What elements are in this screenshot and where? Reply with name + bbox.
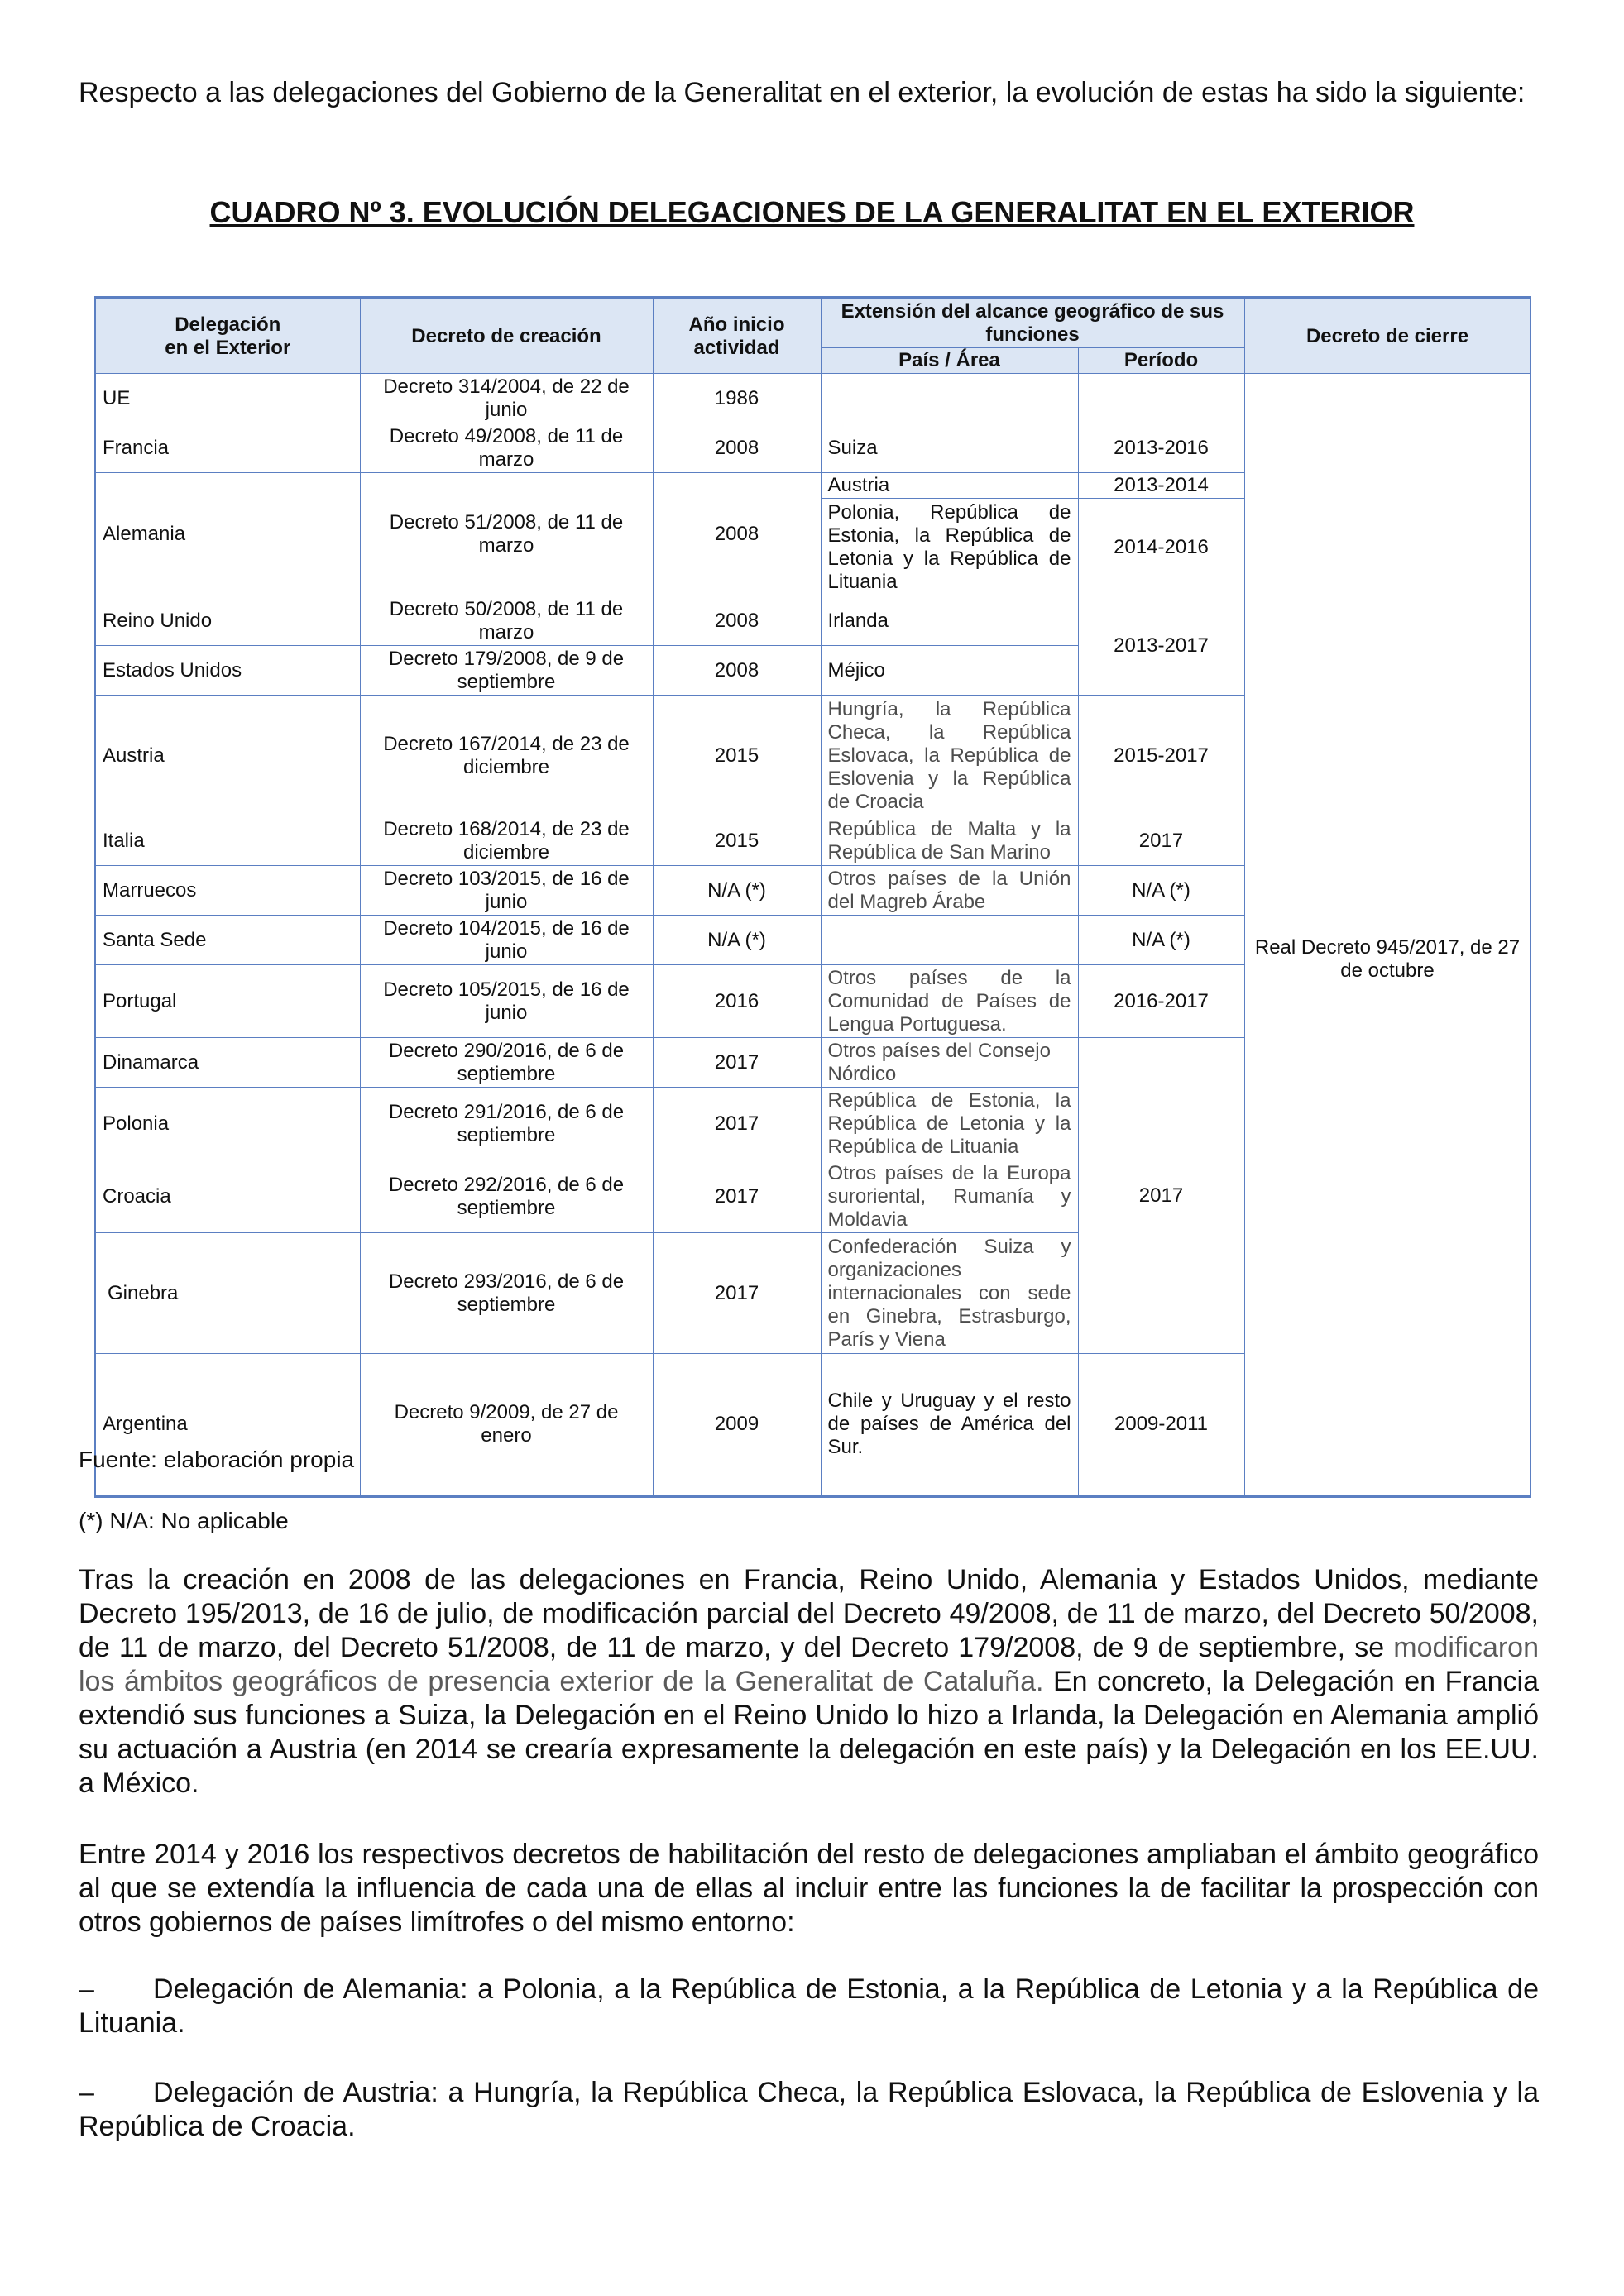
cell-anio: 2017 [653,1088,821,1160]
cell-decreto: Decreto 105/2015, de 16 de junio [360,965,653,1038]
bullet-marker: – [79,2077,94,2108]
header-extension: Extensión del alcance geográfico de sus funciones [821,298,1244,348]
cell-periodo: 2017 [1078,1038,1244,1354]
header-delegacion: Delegación en el Exterior [95,298,360,374]
cell-decreto: Decreto 179/2008, de 9 de septiembre [360,646,653,696]
cell-delegacion: Portugal [95,965,360,1038]
cell-pais: República de Estonia, la República de Letonia y la República de Lituania [821,1088,1078,1160]
bullet-text: Delegación de Austria: a Hungría, la República Checa, la República Eslovaca, la República de Eslovenia y la República de Croacia. [79,2077,1539,2142]
bullet-alemania [79,1973,1539,2040]
cell-periodo: 2013-2016 [1078,423,1244,473]
cell-anio: N/A (*) [653,866,821,916]
cell-anio: 2015 [653,816,821,866]
cell-periodo: 2013-2017 [1078,596,1244,696]
intro-paragraph: Respecto a las delegaciones del Gobierno de la Generalitat en el exterior, la evolución de estas ha sido la siguiente: [79,77,1526,108]
bullet-text: Delegación de Alemania: a Polonia, a la República de Estonia, a la República de Letonia y a la República de Lituania. [79,1973,1539,2039]
cell-delegacion: Marruecos [95,866,360,916]
cell-pais: Chile y Uruguay y el resto de países de América del Sur. [821,1354,1078,1497]
cell-decreto: Decreto 293/2016, de 6 de septiembre [360,1233,653,1354]
cell-anio: 2017 [653,1160,821,1233]
cell-periodo: 2015-2017 [1078,696,1244,816]
paragraph-1-part-b: modificaron los ámbitos geográficos de presencia exterior de la Generalitat de Cataluña. [79,1632,1539,1697]
cell-delegacion: Polonia [95,1088,360,1160]
cell-decreto: Decreto 104/2015, de 16 de junio [360,916,653,965]
header-decreto: Decreto de creación [360,298,653,374]
cell-anio: 2017 [653,1038,821,1088]
cell-periodo: 2009-2011 [1078,1354,1244,1497]
cell-anio: 2008 [653,646,821,696]
cell-periodo: N/A (*) [1078,916,1244,965]
cell-decreto: Decreto 103/2015, de 16 de junio [360,866,653,916]
cell-decreto: Decreto 291/2016, de 6 de septiembre [360,1088,653,1160]
cell-delegacion: Austria [95,696,360,816]
cell-pais: Otros países del Consejo Nórdico [821,1038,1078,1088]
cell-anio: 2015 [653,696,821,816]
cell-pais: Otros países de la Europa suroriental, Rumanía y Moldavia [821,1160,1078,1233]
cell-delegacion: Francia [95,423,360,473]
source-note: Fuente: elaboración propia [79,1447,355,1472]
cell-periodo: 2016-2017 [1078,965,1244,1038]
cell-periodo: N/A (*) [1078,866,1244,916]
cell-pais: Suiza [821,423,1078,473]
cell-anio: 2016 [653,965,821,1038]
cell-pais: República de Malta y la República de San Marino [821,816,1078,866]
cell-periodo: 2014-2016 [1078,499,1244,596]
cell-delegacion: Dinamarca [95,1038,360,1088]
cell-pais: Irlanda [821,596,1078,646]
cell-cierre-empty [1244,374,1531,423]
cell-pais: Confederación Suiza y organizaciones internacionales con sede en Ginebra, Estrasburgo, París y Viena [821,1233,1078,1354]
header-periodo: Período [1078,348,1244,374]
cell-decreto: Decreto 290/2016, de 6 de septiembre [360,1038,653,1088]
table-row [95,423,1531,473]
cell-delegacion: Croacia [95,1160,360,1233]
paragraph-1 [79,1563,1539,1801]
cell-decreto: Decreto 168/2014, de 23 de diciembre [360,816,653,866]
header-pais: País / Área [821,348,1078,374]
cell-decreto: Decreto 314/2004, de 22 de junio [360,374,653,423]
cell-delegacion: Alemania [95,473,360,596]
cell-decreto: Decreto 51/2008, de 11 de marzo [360,473,653,596]
cell-delegacion: Italia [95,816,360,866]
paragraph-1-part-a: Tras la creación en 2008 de las delegaciones en Francia, Reino Unido, Alemania y Estados Unidos, mediante Decreto 195/2013, de 16 de julio, de modificación parcial del Decreto 49/2008, de 11 de marzo, del Decreto 50/2008, de 11 de marzo, del Decreto 51/2008, de 11 de marzo, y del Decreto 179/2008, de 9 de septiembre, se [79,1564,1539,1663]
cell-decreto: Decreto 167/2014, de 23 de diciembre [360,696,653,816]
cell-anio: 1986 [653,374,821,423]
cell-anio: 2008 [653,473,821,596]
cell-pais: Hungría, la República Checa, la República Eslovaca, la República de Eslovenia y la República de Croacia [821,696,1078,816]
cell-pais: Otros países de la Comunidad de Países de Lengua Portuguesa. [821,965,1078,1038]
cell-pais [821,916,1078,965]
cell-periodo: 2013-2014 [1078,473,1244,499]
bullet-austria [79,2076,1539,2144]
na-note: (*) N/A: No aplicable [79,1508,289,1533]
header-anio: Año inicio actividad [653,298,821,374]
cell-pais [821,374,1078,423]
cell-periodo [1078,374,1244,423]
cell-anio: 2017 [653,1233,821,1354]
cell-cierre-comun: Real Decreto 945/2017, de 27 de octubre [1244,423,1531,1497]
cell-decreto: Decreto 9/2009, de 27 de enero [360,1354,653,1497]
bullet-marker: – [79,1973,94,2005]
cell-pais: Méjico [821,646,1078,696]
cell-pais: Polonia, República de Estonia, la República de Letonia y la República de Lituania [821,499,1078,596]
cell-anio: N/A (*) [653,916,821,965]
cell-anio: 2008 [653,596,821,646]
cell-anio: 2009 [653,1354,821,1497]
cell-delegacion: Argentina [95,1354,360,1497]
paragraph-2: Entre 2014 y 2016 los respectivos decretos de habilitación del resto de delegaciones ampliaban el ámbito geográfico al que se extendía la influencia de cada una de ellas al incluir entre las funciones la de facilitar la prospección con otros gobiernos de países limítrofes o del mismo entorno: [79,1839,1539,1938]
cell-decreto: Decreto 50/2008, de 11 de marzo [360,596,653,646]
delegations-table [94,296,1531,1498]
table-row [95,374,1531,423]
cell-decreto: Decreto 292/2016, de 6 de septiembre [360,1160,653,1233]
cell-pais: Austria [821,473,1078,499]
cell-pais: Otros países de la Unión del Magreb Árabe [821,866,1078,916]
cell-periodo: 2017 [1078,816,1244,866]
cell-decreto: Decreto 49/2008, de 11 de marzo [360,423,653,473]
cell-delegacion: Santa Sede [95,916,360,965]
cell-anio: 2008 [653,423,821,473]
header-cierre: Decreto de cierre [1244,298,1531,374]
table-title: CUADRO Nº 3. EVOLUCIÓN DELEGACIONES DE LA GENERALITAT EN EL EXTERIOR [209,195,1415,229]
paragraph-1-part-c: En concreto, la Delegación en Francia extendió sus funciones a Suiza, la Delegación en el Reino Unido lo hizo a Irlanda, la Delegación en Alemania amplió su actuación a Austria (en 2014 se crearía expresamente la delegación en este país) y la Delegación en los EE.UU. a México. [79,1666,1539,1799]
cell-delegacion: Reino Unido [95,596,360,646]
cell-delegacion: UE [95,374,360,423]
cell-delegacion: Estados Unidos [95,646,360,696]
cell-delegacion: Ginebra [95,1233,360,1354]
